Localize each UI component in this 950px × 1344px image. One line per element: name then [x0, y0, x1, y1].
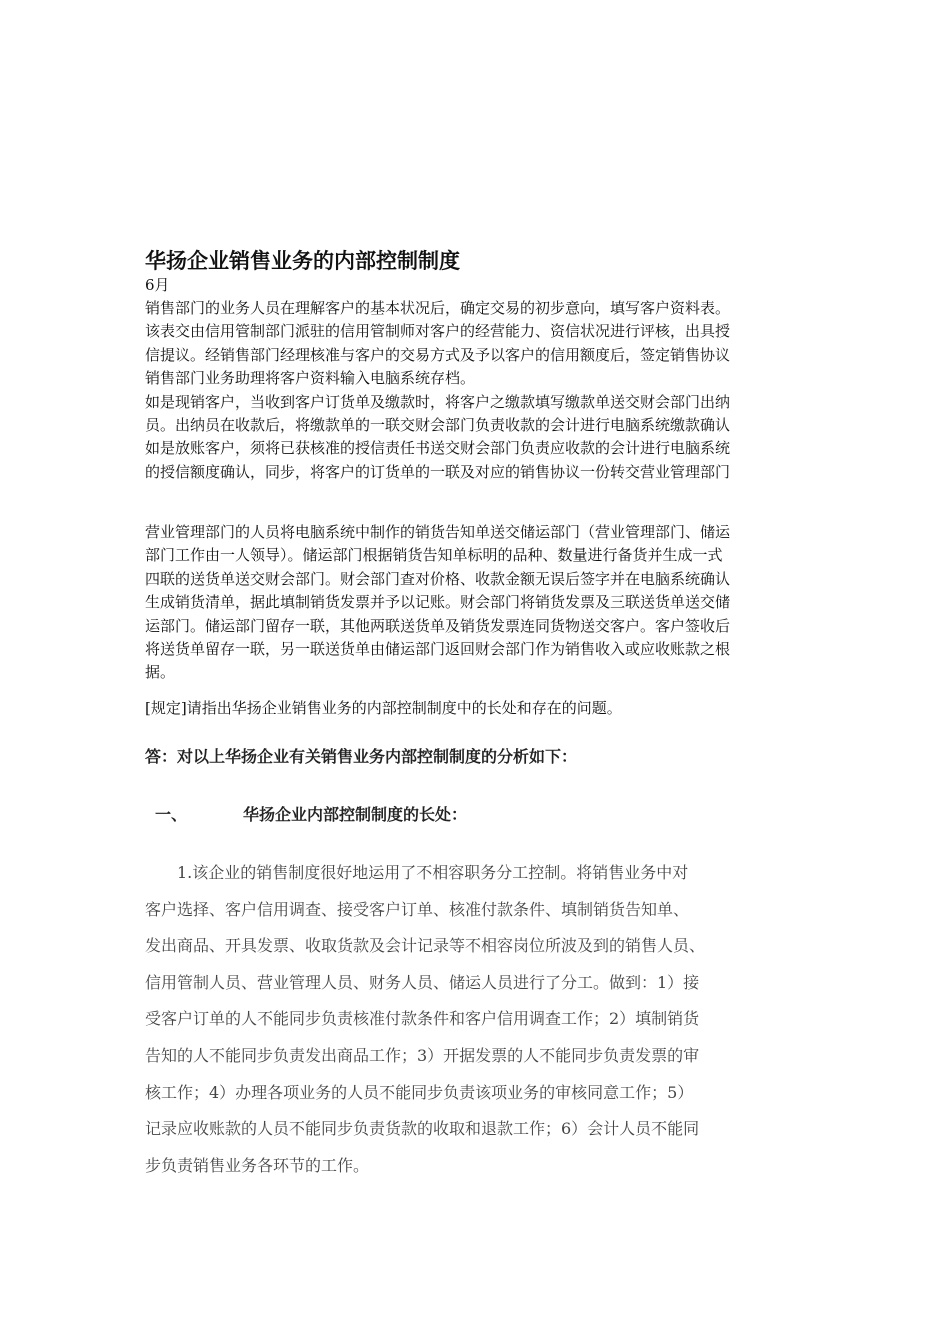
text-line: 销售部门的业务人员在理解客户的基本状况后，确定交易的初步意向，填写客户资料表。	[145, 299, 731, 317]
document-title: 华扬企业销售业务的内部控制制度	[145, 249, 460, 273]
section-heading	[155, 800, 467, 830]
text-line: 如是放账客户，须将已获核准的授信责任书送交财会部门负责应收款的会计进行电脑系统	[145, 439, 731, 458]
text-line: 的授信额度确认，同步，将客户的订货单的一联及对应的销售协议一份转交营业管理部门	[145, 462, 731, 481]
text-line: 核工作；4）办理各项业务的人员不能同步负责该项业务的审核同意工作；5）	[145, 1082, 694, 1102]
question-text	[145, 697, 825, 720]
answer-heading: 答：对以上华扬企业有关销售业务内部控制制度的分析如下：	[145, 747, 578, 766]
text-line: 据。	[145, 663, 176, 682]
case-description-part1	[145, 297, 825, 484]
text-line: 信提议。经销售部门经理核准与客户的交易方式及予以客户的信用额度后，签定销售协议	[145, 345, 731, 364]
analysis-paragraph	[145, 855, 825, 1184]
text-line: 记录应收账款的人员不能同步负责货款的收取和退款工作；6）会计人员不能同	[145, 1119, 700, 1139]
text-line: [规定]请指出华扬企业销售业务的内部控制制度中的长处和存在的问题。	[145, 699, 622, 717]
text-line: 信用管制人员、营业管理人员、财务人员、储运人员进行了分工。做到：1）接	[145, 972, 700, 992]
section-number: 一、	[155, 805, 188, 824]
text-line: 营业管理部门的人员将电脑系统中制作的销货告知单送交储运部门（营业管理部门、储运	[145, 523, 731, 541]
text-line: 运部门。储运部门留存一联，其他两联送货单及销货发票连同货物送交客户。客户签收后	[145, 616, 731, 635]
text-line: 受客户订单的人不能同步负责核准付款条件和客户信用调查工作；2）填制销货	[145, 1009, 700, 1029]
text-line: 1.该企业的销售制度很好地运用了不相容职务分工控制。将销售业务中对	[177, 863, 689, 882]
text-line: 四联的送货单送交财会部门。财会部门查对价格、收款金额无误后签字并在电脑系统确认	[145, 569, 731, 588]
document-date: 6月	[145, 276, 170, 294]
text-line: 告知的人不能同步负责发出商品工作；3）开据发票的人不能同步负责发票的审	[145, 1045, 700, 1065]
section-title: 华扬企业内部控制制度的长处：	[243, 805, 468, 824]
text-line: 员。出纳员在收款后，将缴款单的一联交财会部门负责收款的会计进行电脑系统缴款确认	[145, 416, 731, 435]
case-description-part2	[145, 521, 825, 685]
text-line: 部门工作由一人领导）。储运部门根据销货告知单标明的品种、数量进行备货并生成一式	[145, 546, 723, 565]
text-line: 生成销货清单，据此填制销货发票并予以记账。财会部门将销货发票及三联送货单送交储	[145, 593, 731, 612]
text-line: 如是现销客户，当收到客户订货单及缴款时，将客户之缴款填写缴款单送交财会部门出纳	[145, 392, 731, 411]
text-line: 该表交由信用管制部门派驻的信用管制师对客户的经营能力、资信状况进行评核，出具授	[145, 322, 731, 341]
text-line: 客户选择、客户信用调查、接受客户订单、核准付款条件、填制销货告知单、	[145, 899, 690, 919]
text-line: 步负责销售业务各环节的工作。	[145, 1155, 370, 1175]
text-line: 将送货单留存一联，另一联送货单由储运部门返回财会部门作为销售收入或应收账款之根	[145, 640, 731, 659]
text-line: 销售部门业务助理将客户资料输入电脑系统存档。	[145, 369, 476, 388]
text-line: 发出商品、开具发票、收取货款及会计记录等不相容岗位所波及到的销售人员、	[145, 936, 706, 956]
